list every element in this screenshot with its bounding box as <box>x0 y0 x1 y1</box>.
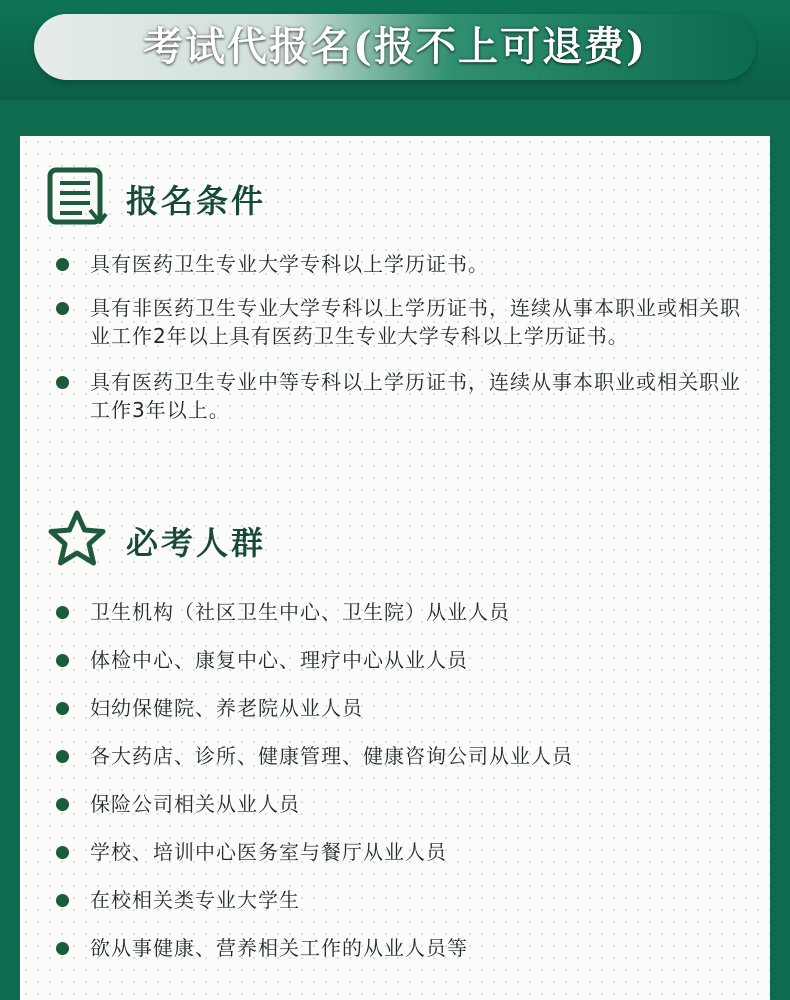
bullet-dot <box>56 376 69 389</box>
list-item <box>54 598 754 626</box>
document-list-icon <box>46 166 108 232</box>
header-band <box>0 0 790 100</box>
list-item <box>54 694 754 722</box>
bullet-dot <box>56 702 69 715</box>
audience-text: 在校相关类专业大学生 <box>90 888 300 912</box>
condition-text: 具有医药卫生专业中等专科以上学历证书，连续从事本职业或相关职业工作3年以上。 <box>90 370 741 422</box>
conditions-title: 报名条件 <box>126 182 267 220</box>
banner-title: 考试代报名(报不上可退费) <box>143 23 647 70</box>
list-item <box>54 294 754 350</box>
list-item <box>54 368 754 424</box>
bullet-dot <box>56 654 69 667</box>
audience-text: 保险公司相关从业人员 <box>90 792 300 816</box>
list-item <box>54 790 754 818</box>
bullet-dot <box>56 942 69 955</box>
bullet-dot <box>56 798 69 811</box>
list-item <box>54 886 754 914</box>
bullet-dot <box>56 606 69 619</box>
bullet-dot <box>56 302 69 315</box>
condition-text: 具有非医药卫生专业大学专科以上学历证书，连续从事本职业或相关职业工作2年以上具有医药卫生专业大学专科以上学历证书。 <box>90 296 741 348</box>
star-icon <box>46 508 108 574</box>
audience-text: 卫生机构（社区卫生中心、卫生院）从业人员 <box>90 600 510 624</box>
bullet-dot <box>56 750 69 763</box>
list-item <box>54 646 754 674</box>
audience-text: 各大药店、诊所、健康管理、健康咨询公司从业人员 <box>90 744 573 768</box>
bullet-dot <box>56 846 69 859</box>
list-item <box>54 742 754 770</box>
content-card <box>20 136 770 1000</box>
list-item <box>54 934 754 962</box>
list-item <box>54 838 754 866</box>
condition-text: 具有医药卫生专业大学专科以上学历证书。 <box>90 252 489 276</box>
audience-list <box>54 598 754 962</box>
audience-text: 妇幼保健院、养老院从业人员 <box>90 696 363 720</box>
list-item <box>54 250 754 278</box>
audience-text: 体检中心、康复中心、理疗中心从业人员 <box>90 648 468 672</box>
audience-text: 欲从事健康、营养相关工作的从业人员等 <box>90 936 468 960</box>
audience-title: 必考人群 <box>126 524 267 562</box>
bullet-dot <box>56 894 69 907</box>
title-banner <box>34 14 756 80</box>
conditions-list <box>54 250 754 424</box>
audience-text: 学校、培训中心医务室与餐厅从业人员 <box>90 840 447 864</box>
audience-header <box>46 508 266 574</box>
conditions-header <box>46 166 266 232</box>
bullet-dot <box>56 258 69 271</box>
